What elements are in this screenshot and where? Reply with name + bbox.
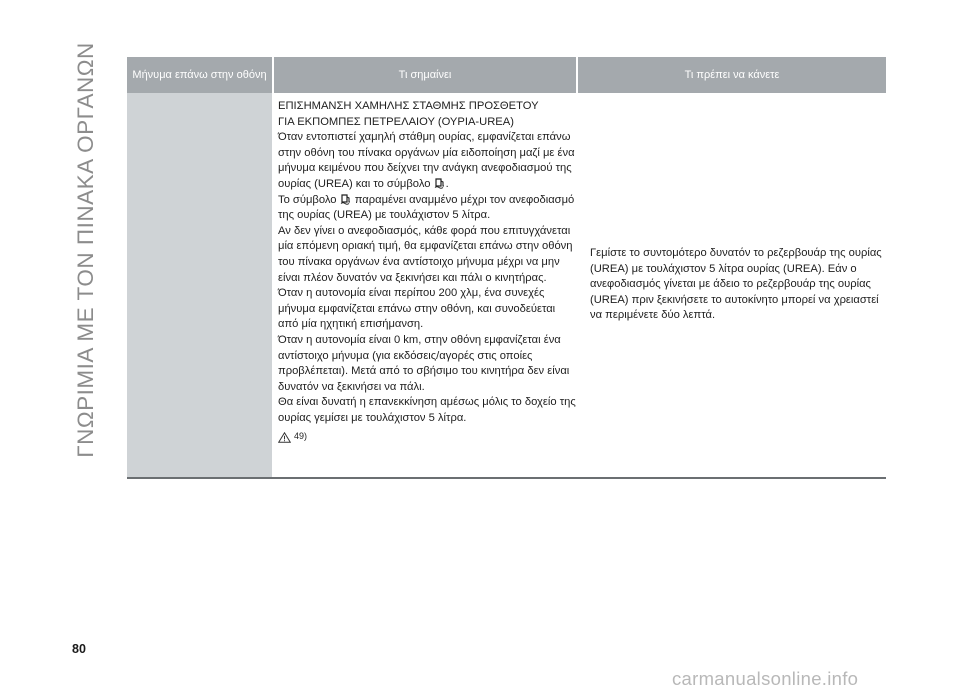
meaning-heading-line2: ΓΙΑ ΕΚΠΟΜΠΕΣ ΠΕΤΡΕΛΑΙΟΥ (ΟΥΡΙΑ-UREA) — [278, 115, 514, 128]
meaning-heading-line1: ΕΠΙΣΗΜΑΝΣΗ ΧΑΜΗΛΗΣ ΣΤΑΘΜΗΣ ΠΡΟΣΘΕΤΟΥ — [278, 100, 539, 112]
footnote-reference: 49) — [278, 429, 576, 445]
meaning-paragraph-2: Το σύμβολο παραμένει αναμμένο μέχρι τον ανεφοδιασμό της ουρίας (UREA) με τουλάχιστον 5 λίτρα. — [278, 193, 575, 222]
header-meaning: Τι σημαίνει — [274, 57, 576, 93]
action-cell — [578, 93, 886, 477]
action-text: Γεμίστε το συντομότερο δυνατόν το ρεζερβουάρ της ουρίας (UREA) με τουλάχιστον 5 λίτρα ουρίας (UREA). Εάν ο ανεφοδιασμός γίνεται με άδειο το ρεζερβουάρ της ουρίας (UREA) πριν ξεκινήσετε το αυτοκίνητο μπορεί να χρειαστεί να περιμένετε δύο λεπτά. — [590, 247, 882, 322]
meaning-paragraph-3: Αν δεν γίνει ο ανεφοδιασμός, κάθε φορά που επιτυγχάνεται μία επόμενη οριακή τιμή, θα εμφανίζεται επάνω στην οθόνη του πίνακα οργάνων ένα αντίστοιχο μήνυμα μέχρι να μην είναι πλέον δυνατόν να ξεκινήσει και πάλι ο κινητήρας. — [278, 224, 573, 284]
meaning-paragraph-1: Όταν εντοπιστεί χαμηλή στάθμη ουρίας, εμφανίζεται επάνω στην οθόνη του πίνακα οργάνων μία ειδοποίηση μαζί με ένα μήνυμα κειμένου που δείχνει την ανάγκη ανεφοδιασμού της ουρίας (UREA) και το σύμβολο . — [278, 131, 575, 190]
header-action: Τι πρέπει να κάνετε — [578, 57, 886, 93]
urea-fuel-icon — [340, 193, 352, 205]
urea-fuel-icon — [434, 177, 446, 189]
watermark: carmanualsonline.info — [672, 668, 859, 689]
table-header-row — [127, 57, 886, 93]
meaning-paragraph-5: Όταν η αυτονομία είναι 0 km, στην οθόνη εμφανίζεται ένα αντίστοιχο μήνυμα (για εκδόσεις/αγορές στις οποίες προβλέπεται). Μετά από το σβήσιμο του κινητήρα δεν είναι δυνατόν να ξεκινήσει να πάλι. — [278, 333, 570, 393]
page-number: 80 — [72, 642, 86, 656]
header-message: Μήνυμα επάνω στην οθόνη — [127, 57, 272, 93]
message-image-cell — [127, 93, 272, 477]
table-bottom-rule — [127, 477, 886, 479]
table-row — [127, 93, 886, 477]
meaning-cell — [274, 93, 576, 477]
meaning-paragraph-6: Θα είναι δυνατή η επανεκκίνηση αμέσως μόλις το δοχείο της ουρίας γεμίσει με τουλάχιστον 5 λίτρα. — [278, 396, 576, 424]
side-title-text: ΓΝΩΡΙΜΙΑ ΜΕ ΤΟΝ ΠΙΝΑΚΑ ΟΡΓΑΝΩΝ — [73, 42, 99, 458]
meaning-paragraph-4: Όταν η αυτονομία είναι περίπου 200 χλμ, ένα συνεχές μήνυμα εμφανίζεται επάνω στην οθόνη, και συνοδεύεται από μία ηχητική επισήμανση. — [278, 287, 556, 331]
warning-triangle-icon — [278, 432, 291, 443]
side-section-title — [66, 42, 106, 458]
info-table — [127, 57, 886, 479]
